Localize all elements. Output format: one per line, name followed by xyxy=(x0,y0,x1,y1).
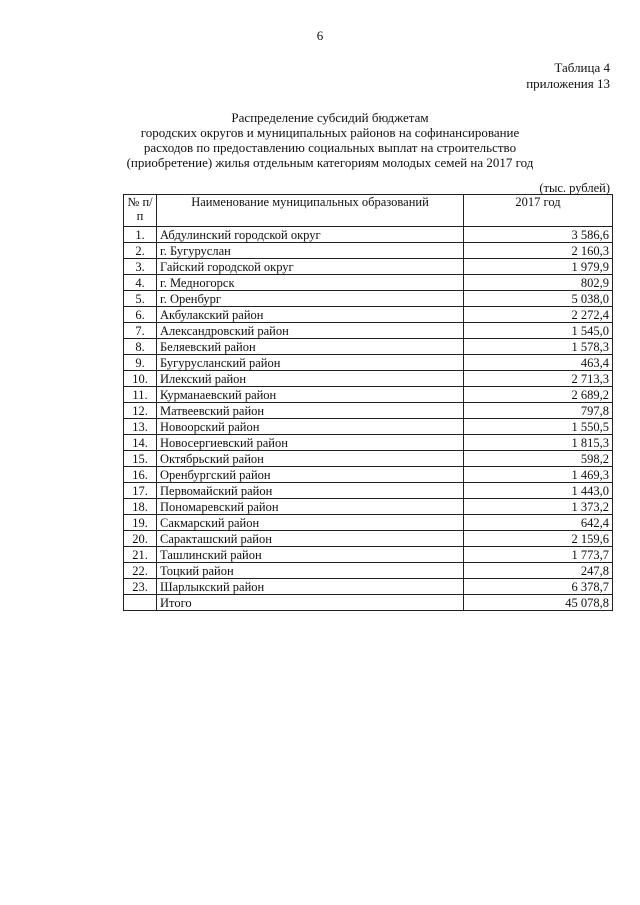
table-row xyxy=(124,451,613,467)
unit-note: (тыс. рублей) xyxy=(539,181,610,195)
row-value: 463,4 xyxy=(464,355,613,371)
row-name: Бугурусланский район xyxy=(157,355,464,371)
row-value: 2 159,6 xyxy=(464,531,613,547)
row-number: 5. xyxy=(124,291,157,307)
table-row xyxy=(124,291,613,307)
row-value: 3 586,6 xyxy=(464,227,613,243)
row-name: Абдулинский городской округ xyxy=(157,227,464,243)
table-row xyxy=(124,355,613,371)
row-value: 1 550,5 xyxy=(464,419,613,435)
row-value: 1 545,0 xyxy=(464,323,613,339)
row-value: 1 469,3 xyxy=(464,467,613,483)
row-name: Акбулакский район xyxy=(157,307,464,323)
row-name: г. Бугуруслан xyxy=(157,243,464,259)
header-number: № п/п xyxy=(124,195,157,227)
table-row xyxy=(124,243,613,259)
row-name: Илекский район xyxy=(157,371,464,387)
row-value: 2 689,2 xyxy=(464,387,613,403)
row-value: 598,2 xyxy=(464,451,613,467)
row-name: Тоцкий район xyxy=(157,563,464,579)
row-name: Гайский городской округ xyxy=(157,259,464,275)
table-header-row xyxy=(124,195,613,227)
row-value: 1 815,3 xyxy=(464,435,613,451)
total-empty-cell xyxy=(124,595,157,611)
row-number: 10. xyxy=(124,371,157,387)
row-name: Октябрьский район xyxy=(157,451,464,467)
table-row xyxy=(124,547,613,563)
row-number: 8. xyxy=(124,339,157,355)
row-name: Новоорский район xyxy=(157,419,464,435)
table-row xyxy=(124,531,613,547)
row-name: Александровский район xyxy=(157,323,464,339)
row-value: 802,9 xyxy=(464,275,613,291)
table-row xyxy=(124,579,613,595)
table-reference-line-2: приложения 13 xyxy=(526,76,610,91)
row-number: 15. xyxy=(124,451,157,467)
row-value: 797,8 xyxy=(464,403,613,419)
table-row xyxy=(124,467,613,483)
table-row xyxy=(124,227,613,243)
table-row xyxy=(124,307,613,323)
row-name: Шарлыкский район xyxy=(157,579,464,595)
row-number: 13. xyxy=(124,419,157,435)
row-value: 1 578,3 xyxy=(464,339,613,355)
row-name: Сакмарский район xyxy=(157,515,464,531)
row-name: Ташлинский район xyxy=(157,547,464,563)
row-number: 20. xyxy=(124,531,157,547)
row-number: 12. xyxy=(124,403,157,419)
table-row xyxy=(124,275,613,291)
row-number: 1. xyxy=(124,227,157,243)
header-year: 2017 год xyxy=(464,195,613,227)
table-row xyxy=(124,419,613,435)
document-title xyxy=(70,110,590,170)
row-value: 1 443,0 xyxy=(464,483,613,499)
row-number: 3. xyxy=(124,259,157,275)
row-name: Саракташский район xyxy=(157,531,464,547)
row-number: 16. xyxy=(124,467,157,483)
row-name: Беляевский район xyxy=(157,339,464,355)
row-number: 14. xyxy=(124,435,157,451)
row-value: 2 160,3 xyxy=(464,243,613,259)
row-value: 247,8 xyxy=(464,563,613,579)
row-value: 2 713,3 xyxy=(464,371,613,387)
row-number: 9. xyxy=(124,355,157,371)
row-name: Первомайский район xyxy=(157,483,464,499)
subsidies-table xyxy=(123,194,613,611)
table-row xyxy=(124,435,613,451)
row-number: 21. xyxy=(124,547,157,563)
title-line-1: Распределение субсидий бюджетам xyxy=(231,110,429,125)
table-row xyxy=(124,403,613,419)
row-number: 11. xyxy=(124,387,157,403)
table-row xyxy=(124,499,613,515)
row-number: 19. xyxy=(124,515,157,531)
row-number: 4. xyxy=(124,275,157,291)
header-name: Наименование муниципальных образований xyxy=(157,195,464,227)
row-number: 23. xyxy=(124,579,157,595)
row-name: Матвеевский район xyxy=(157,403,464,419)
table-row xyxy=(124,563,613,579)
row-value: 5 038,0 xyxy=(464,291,613,307)
table-row xyxy=(124,371,613,387)
row-number: 17. xyxy=(124,483,157,499)
row-name: Курманаевский район xyxy=(157,387,464,403)
row-value: 1 773,7 xyxy=(464,547,613,563)
table-row xyxy=(124,483,613,499)
row-number: 6. xyxy=(124,307,157,323)
row-number: 22. xyxy=(124,563,157,579)
table-row xyxy=(124,323,613,339)
table-reference xyxy=(526,60,610,92)
row-value: 642,4 xyxy=(464,515,613,531)
table-row xyxy=(124,259,613,275)
table-row xyxy=(124,339,613,355)
table-body xyxy=(124,227,613,611)
title-line-2: городских округов и муниципальных районов на софинансирование xyxy=(140,125,520,140)
row-value: 1 373,2 xyxy=(464,499,613,515)
total-label: Итого xyxy=(157,595,464,611)
table-reference-line-1: Таблица 4 xyxy=(554,60,610,75)
table-row xyxy=(124,387,613,403)
title-line-3: расходов по предоставлению социальных выплат на строительство xyxy=(143,140,517,155)
row-name: г. Медногорск xyxy=(157,275,464,291)
page-number: 6 xyxy=(316,28,324,43)
table-total-row xyxy=(124,595,613,611)
row-number: 7. xyxy=(124,323,157,339)
total-value: 45 078,8 xyxy=(464,595,613,611)
row-name: Новосергиевский район xyxy=(157,435,464,451)
title-line-4: (приобретение) жилья отдельным категориям молодых семей на 2017 год xyxy=(126,155,534,170)
row-value: 2 272,4 xyxy=(464,307,613,323)
row-value: 1 979,9 xyxy=(464,259,613,275)
row-name: Пономаревский район xyxy=(157,499,464,515)
row-name: Оренбургский район xyxy=(157,467,464,483)
row-number: 18. xyxy=(124,499,157,515)
row-name: г. Оренбург xyxy=(157,291,464,307)
table-row xyxy=(124,515,613,531)
row-value: 6 378,7 xyxy=(464,579,613,595)
row-number: 2. xyxy=(124,243,157,259)
